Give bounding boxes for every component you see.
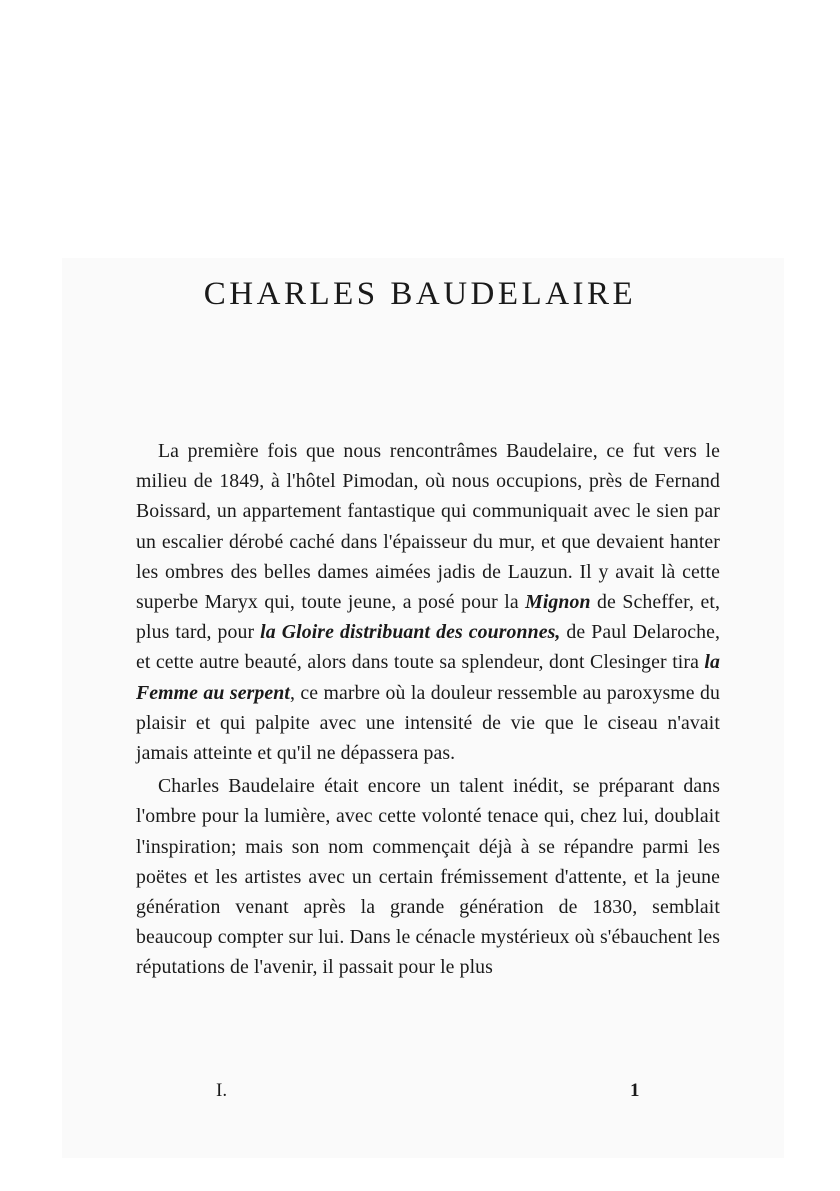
paragraph-2: Charles Baudelaire était encore un talent inédit, se préparant dans l'ombre pour la lumière, avec cette volonté tenace qui, chez lui, doublait l'inspiration; mais son nom commençait déjà à se répandre parmi les poëtes et les artistes avec un certain frémissement d'attente, et la jeune génération venant après la grande génération de 1830, semblait beaucoup compter sur lui. Dans le cénacle mystérieux où s'ébauchent les réputations de l'avenir, il passait pour le plus <box>136 775 720 979</box>
paragraph-1-text-a: La première fois que nous rencontrâmes Baudelaire, ce fut vers le milieu de 1849, à l'hôtel Pimodan, où nous occupions, près de Fernand Boissard, un appartement fantastique qui communiquait avec le sien par un escalier dérobé caché dans l'épaisseur du mur, et que devaient hanter les ombres des belles dames aimées jadis de Lauzun. Il y avait là cette superbe Maryx qui, toute jeune, a posé pour la <box>136 440 720 614</box>
italic-la-femme: la Femme au serpent <box>136 651 720 704</box>
chapter-title: CHARLES BAUDELAIRE <box>203 276 637 312</box>
page-number: 1 <box>630 1080 640 1101</box>
paragraph-1-text-b: de Scheffer, et, plus tard, pour <box>136 591 721 644</box>
body-text <box>136 436 720 983</box>
italic-mignon: Mignon <box>525 591 591 614</box>
paragraph-1 <box>136 436 720 768</box>
italic-la-gloire: la Gloire distribuant des couronnes, <box>260 621 561 644</box>
signature-mark: I. <box>216 1080 228 1101</box>
paragraph-1-text-d: , ce marbre où la douleur ressemble au paroxysme du plaisir et qui palpite avec une intensité de vie que le ciseau n'avait jamais atteinte et qu'il ne dépassera pas. <box>136 681 720 765</box>
paragraph-1-text-c: de Paul Delaroche, et cette autre beauté, alors dans toute sa splendeur, dont Clesinger tira <box>136 621 720 674</box>
